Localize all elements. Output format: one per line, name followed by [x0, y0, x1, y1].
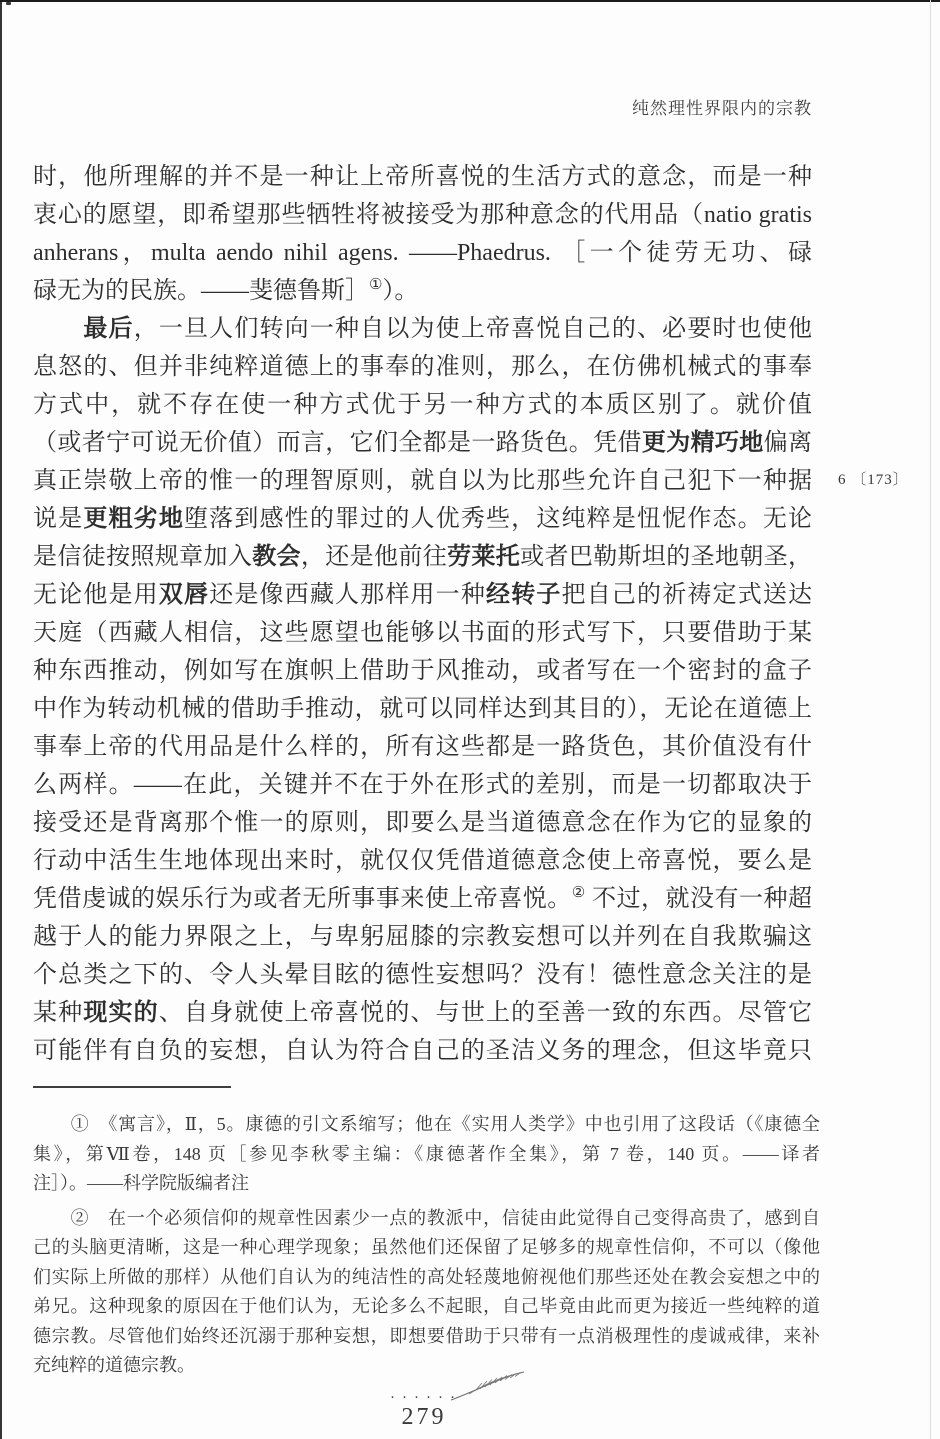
page-number: 279 [401, 1404, 447, 1430]
text-line: 充纯粹的道德宗教。 [33, 1355, 195, 1375]
text-line: 弟兄。这种现象的原因在于他们认为，无论多么不起眼，自己毕竟由此而更为接近一些纯粹的道 [33, 1296, 820, 1316]
scan-edge-top [0, 0, 940, 2]
text-line: 碌无为的民族。——斐德鲁斯］①）。 [33, 277, 419, 304]
text-line: ② 在一个必须信仰的规章性因素少一点的教派中，信徒由此觉得自己变得高贵了，感到自 [33, 1207, 820, 1228]
text-line: 个总类之下的、令人头晕目眩的德性妄想吗？没有！德性意念关注的是 [33, 962, 812, 988]
footnote-1 [33, 1110, 820, 1199]
body-text [33, 158, 812, 1070]
margin-page-note: 6 〔173〕 [838, 472, 909, 488]
text-line: 们实际上所做的那样）从他们自认为的纯洁性的高处轻蔑地俯视他们那些还处在教会妄想之中的 [33, 1266, 820, 1287]
text-line: 事奉上帝的代用品是什么样的，所有这些都是一路货色，其价值没有什 [33, 734, 812, 760]
text-line: 衷心的愿望，即希望那些牺牲将被接受为那种意念的代用品（natio gratis [33, 202, 812, 228]
text-line: 方式中，就不存在使一种方式优于另一种方式的本质区别了。就价值 [33, 392, 812, 418]
text-line: 中作为转动机械的借助手推动，就可以同样达到其目的），无论在道德上 [33, 696, 812, 722]
text-line: 息怒的、但并非纯粹道德上的事奉的准则，那么，在仿佛机械式的事奉 [33, 354, 812, 380]
text-line: 无论他是用双唇还是像西藏人那样用一种经转子把自己的祈祷定式送达 [33, 581, 812, 608]
text-line: （或者宁可说无价值）而言，它们全都是一路货色。凭借更为精巧地偏离 [33, 429, 812, 456]
text-line: 最后，一旦人们转向一种自以为使上帝喜悦自己的、必要时也使他 [83, 315, 812, 342]
text-line: 种东西推动，例如写在旗帜上借助于风推动，或者写在一个密封的盒子 [33, 658, 812, 684]
footnote-divider [33, 1086, 231, 1088]
text-line: 时，他所理解的并不是一种让上帝所喜悦的生活方式的意念，而是一种 [33, 164, 812, 190]
text-line: 凭借虔诚的娱乐行为或者无所事事来使上帝喜悦。② 不过，就没有一种超 [33, 885, 812, 912]
text-line: 真正崇敬上帝的惟一的理智原则，就自以为比那些允许自己犯下一种据 [33, 468, 812, 494]
footnotes [33, 1110, 820, 1381]
text-line: 己的头脑更清晰，这是一种心理学现象；虽然他们还保留了足够多的规章性信仰，不可以（像他 [33, 1237, 820, 1257]
scan-speck [6, 2, 11, 5]
text-line: 是信徒按照规章加入教会，还是他前往劳莱托或者巴勒斯坦的圣地朝圣， [33, 543, 812, 570]
text-line: 越于人的能力界限之上，与卑躬屈膝的宗教妄想可以并列在自我欺骗这 [33, 924, 812, 950]
text-line: 行动中活生生地体现出来时，就仅仅凭借道德意念使上帝喜悦，要么是 [33, 848, 812, 874]
text-line: 注］）。——科学院版编者注 [33, 1173, 249, 1193]
text-line: 接受还是背离那个惟一的原则，即要么是当道德意念在作为它的显象的 [33, 810, 812, 836]
footnote-2 [33, 1204, 820, 1381]
text-line: 德宗教。尽管他们始终还沉溺于那种妄想，即想要借助于只带有一点消极理性的虔诚戒律，来补 [33, 1325, 820, 1346]
scan-edge-left [0, 0, 2, 1439]
text-line: 可能伴有自负的妄想，自认为符合自己的圣洁义务的理念，但这毕竟只 [33, 1038, 812, 1064]
running-header: 纯然理性界限内的宗教 [632, 99, 812, 118]
text-line: ① 《寓言》，Ⅱ，5。康德的引文系缩写；他在《实用人类学》中也引用了这段话（《康德全 [33, 1114, 820, 1134]
text-line: 说是更粗劣地堕落到感性的罪过的人优秀些，这纯粹是忸怩作态。无论 [33, 505, 812, 532]
text-line: 某种现实的、自身就使上帝喜悦的、与世上的至善一致的东西。尽管它 [33, 999, 812, 1026]
scan-fold-line [930, 0, 931, 1439]
text-line: 天庭（西藏人相信，这些愿望也能够以书面的形式写下，只要借助于某 [33, 620, 812, 646]
text-line: 集》，第Ⅶ卷，148 页［参见李秋零主编：《康德著作全集》，第 7 卷，140 页。——译者 [33, 1143, 820, 1164]
text-line: anherans，multa aendo nihil agens. ——Phaedrus. ［一个徒劳无功、碌 [33, 240, 812, 266]
footer-dots: ······ [390, 1390, 462, 1406]
quill-icon [449, 1370, 527, 1402]
text-line: 么两样。——在此，关键并不在于外在形式的差别，而是一切都取决于 [33, 772, 812, 798]
